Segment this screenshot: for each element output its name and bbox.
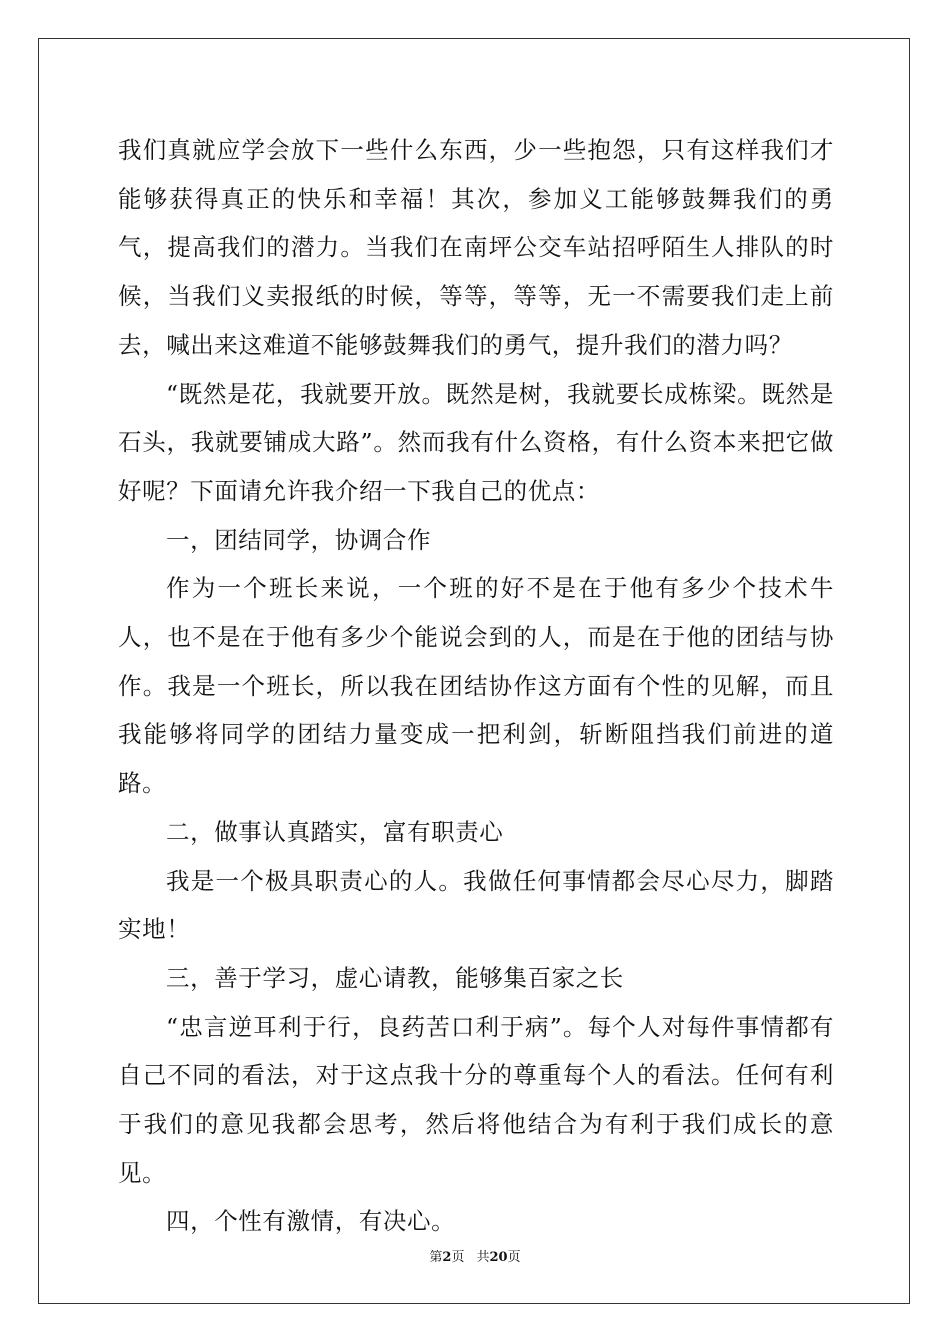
section-heading-2: 二，做事认真踏实，富有职责心 [166, 817, 504, 846]
total-prefix: 共 [476, 1250, 490, 1265]
document-body [118, 126, 834, 1246]
page-footer [0, 1250, 950, 1266]
paragraph-5: “忠言逆耳利于行，良药苦口利于病”。每个人对每件事情都有自己不同的看法，对于这点我十分的尊重每个人的看法。任何有利于我们的意见我都会思考，然后将他结合为有利于我们成长的意见。 [118, 1012, 834, 1187]
paragraph-1: 我们真就应学会放下一些什么东西，少一些抱怨，只有这样我们才能够获得真正的快乐和幸福！其次，参加义工能够鼓舞我们的勇气，提高我们的潜力。当我们在南坪公交车站招呼陌生人排队的时候，当我们义卖报纸的时候，等等，等等，无一不需要我们走上前去，喊出来这难道不能够鼓舞我们的勇气，提升我们的潜力吗？ [118, 136, 834, 359]
section-heading-3: 三，善于学习，虚心请教，能够集百家之长 [166, 963, 624, 992]
total-pages: 20 [489, 1250, 508, 1265]
paragraph-3: 作为一个班长来说，一个班的好不是在于他有多少个技术牛人，也不是在于他有多少个能说会到的人，而是在于他的团结与协作。我是一个班长，所以我在团结协作这方面有个性的见解，而且我能够将同学的团结力量变成一把利剑，斩断阻挡我们前进的道路。 [118, 574, 834, 798]
total-unit: 页 [507, 1250, 521, 1265]
paragraph-4: 我是一个极具职责心的人。我做任何事情都会尽心尽力，脚踏实地！ [118, 866, 834, 944]
page-prefix: 第 [429, 1250, 443, 1265]
page-unit: 页 [451, 1250, 465, 1265]
paragraph-2: “既然是花，我就要开放。既然是树，我就要长成栋梁。既然是石头，我就要铺成大路”。然而我有什么资格，有什么资本来把它做好呢？下面请允许我介绍一下我自己的优点： [118, 379, 834, 505]
section-heading-1: 一，团结同学，协调合作 [166, 525, 432, 554]
section-heading-4: 四，个性有激情，有决心。 [166, 1207, 456, 1236]
page-number: 2 [442, 1250, 452, 1265]
